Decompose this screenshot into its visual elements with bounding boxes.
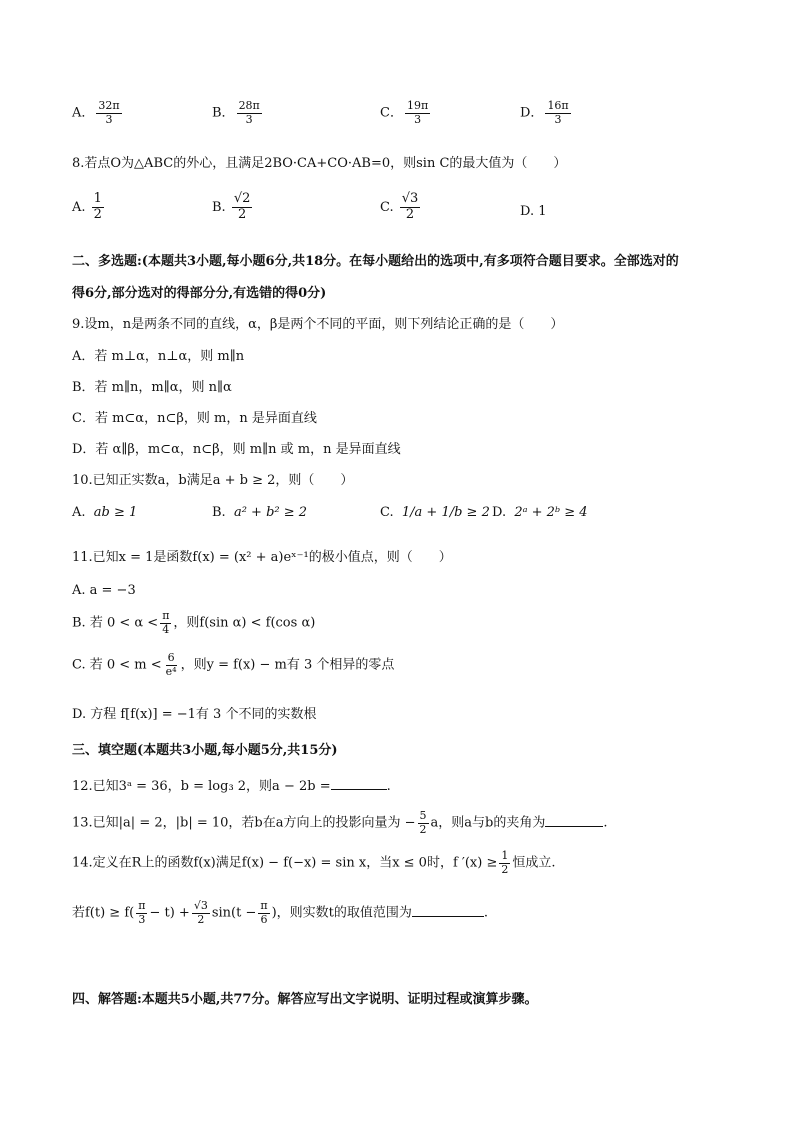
section2-header-line2: 得6分,部分选对的得部分分,有选错的得0分): [72, 286, 327, 301]
q8-option-a: A. $\frac{1}{2}$: [72, 191, 102, 222]
q9-stem: 9.设m，n是两条不同的直线，α，β是两个不同的平面，则下列结论正确的是（ ）: [72, 317, 564, 332]
q7-option-b: B． $\frac{28\pi}{3}$: [212, 99, 260, 126]
q14-line2: 若f(t) ≥ f( $\frac{\pi}{3}$ − t) + $\frac{√3}{2}$ sin(t − $\frac{\pi}{6}$ )，则实数t的取值范围为 .: [72, 899, 489, 926]
q11-option-a: A. a = −3: [72, 583, 136, 598]
q10-option-c: C. 1/a + 1/b ≥ 2: [380, 505, 490, 520]
section4-header: 四、解答题:本题共5小题,共77分。解答应写出文字说明、证明过程或演算步骤。: [72, 992, 538, 1007]
q10-option-d: D. 2ᵃ + 2ᵇ ≥ 4: [492, 505, 588, 520]
q9-option-a: A．若 m⊥α，n⊥α，则 m∥n: [72, 349, 245, 364]
q8-stem: 8.若点O为△ABC的外心，且满足2BO·CA+CO·AB=0，则sin C的最大值为（ ）: [72, 156, 567, 171]
q7-option-a: A． $\frac{32\pi}{3}$: [72, 99, 120, 126]
q8-option-b: B. $\frac{√2}{2}$: [212, 191, 251, 222]
q13-answer-blank: [545, 826, 603, 827]
q11-option-d: D. 方程 f[f(x)] = −1有 3 个不同的实数根: [72, 707, 317, 722]
q14-line1: 14.定义在R上的函数f(x)满足f(x) − f(−x) = sin x，当x ≤ 0时，f ′(x) ≥ $\frac{1}{2}$ 恒成立.: [72, 849, 556, 876]
section2-header-line1: 二、多选题:(本题共3小题,每小题6分,共18分。在每小题给出的选项中,有多项符合题目要求。全部选对的: [72, 254, 679, 269]
q13-text: 13.已知|a| = 2，|b| = 10，若b在a方向上的投影向量为 − $\frac{5}{2}$ a，则a与b的夹角为 .: [72, 809, 608, 836]
q9-option-b: B．若 m∥n，m∥α，则 n∥α: [72, 380, 232, 395]
q10-option-b: B. a² + b² ≥ 2: [212, 505, 308, 520]
q7-option-c: C． $\frac{19\pi}{3}$: [380, 99, 429, 126]
q11-option-c: C. 若 0 < m < $\frac{6}{\text{e⁴}}$ ，则y = f(x) − m有 3 个相异的零点: [72, 651, 395, 678]
q12-answer-blank: [331, 789, 387, 790]
q10-option-a: A. ab ≥ 1: [72, 505, 138, 520]
q9-option-c: C．若 m⊂α，n⊂β，则 m，n 是异面直线: [72, 411, 317, 426]
q10-stem: 10.已知正实数a，b满足a + b ≥ 2，则（ ）: [72, 473, 354, 488]
q9-option-d: D．若 α∥β，m⊂α，n⊂β，则 m∥n 或 m，n 是异面直线: [72, 442, 401, 457]
q11-option-b: B. 若 0 < α < $\frac{\pi}{4}$ ，则f(sin α) < f(cos α): [72, 609, 316, 636]
section3-header: 三、填空题(本题共3小题,每小题5分,共15分): [72, 743, 338, 758]
q7-option-d: D． $\frac{16\pi}{3}$: [520, 99, 569, 126]
q14-answer-blank: [412, 916, 484, 917]
q8-option-c: C. $\frac{√3}{2}$: [380, 191, 419, 222]
q11-stem: 11.已知x = 1是函数f(x) = (x² + a)eˣ⁻¹的极小值点，则（ ）: [72, 550, 452, 565]
q12-text: 12.已知3ᵃ = 36，b = log₃ 2，则a − 2b = .: [72, 779, 391, 794]
q8-option-d: D. 1: [520, 204, 547, 219]
